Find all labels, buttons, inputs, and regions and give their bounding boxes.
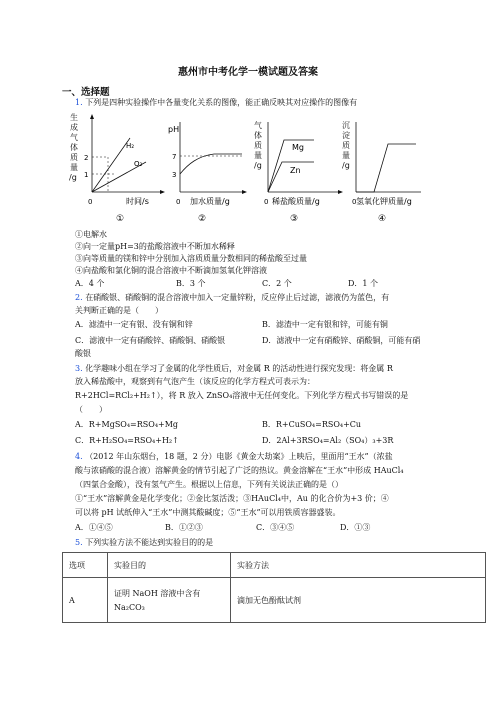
question-3-stem-cont: R+2HCl=RCl₂+H₂↑），将 R 放入 ZnSO₄溶液中无任何变化。下列化学方程式书写错误的是 [75, 391, 409, 400]
question-text: （2012 年山东烟台，18 题，2 分）电影《黄金大劫案》上映后，里面用“王水”（浓盐 [85, 452, 393, 461]
q1-option-d[interactable]: D．1 个 [348, 279, 379, 288]
cell-option: A [63, 578, 108, 623]
question-text: 下列是四种实验操作中各量变化关系的图像，能正确反映其对应操作的图像有 [85, 98, 358, 107]
header-option: 选项 [63, 553, 108, 578]
x-axis-label: 加水质量/g [190, 197, 230, 206]
ph-curve [180, 154, 242, 174]
y-label-char: 气 [254, 121, 262, 130]
q1-option-b[interactable]: B．3 个 [176, 279, 206, 288]
q3-option-d[interactable]: D．2Al+3RSO₄=Al₂（SO₄）₃+3R [262, 436, 394, 445]
x-axis-label: 氢氧化钾质量/g [356, 197, 412, 206]
question-3-stem-cont: （ ） [75, 405, 107, 414]
y-label-char: 淀 [342, 131, 350, 140]
chart-4-precipitate [342, 120, 424, 224]
table-header-row [63, 553, 486, 578]
chart-index: ④ [378, 214, 387, 224]
question-text: 在硝酸银、硝酸铜的混合溶液中加入一定量锌粉，反应停止后过滤，滤液仍为蓝色，有 [85, 293, 390, 302]
document-title: 惠州市中考化学一模试题及答案 [178, 67, 318, 78]
cell-purpose [108, 578, 231, 623]
chart-index: ③ [290, 214, 299, 224]
curve-label-o2: O₂ [134, 160, 143, 168]
q1-statement-4: ④向盐酸和氯化铜的混合溶液中不断滴加氢氧化钾溶液 [75, 266, 267, 275]
q1-option-a[interactable]: A．4 个 [75, 279, 105, 288]
tick-label: 2 [84, 154, 89, 162]
curve-h2 [92, 138, 130, 192]
question-number: 4. [75, 452, 83, 461]
q1-statement-2: ②向一定量pH=3的盐酸溶液中不断加水稀释 [75, 242, 235, 251]
chart-index: ② [198, 214, 207, 224]
q2-option-c[interactable]: C．滤液中一定有硝酸锌、硝酸铜、硝酸银 [75, 336, 226, 345]
precipitate-curve [356, 144, 416, 192]
y-label-char: 质 [254, 141, 262, 150]
y-label-char: 气 [70, 133, 78, 142]
q2-option-d[interactable]: D．滤液中一定有硝酸锌、硝酸铜，可能有硝 [262, 336, 421, 345]
question-4-stem-cont: （四氯合金酸），没有氢气产生。根据以上信息，下列有关说法正确的是（） [75, 480, 343, 489]
purpose-line: Na₂CO₃ [114, 603, 145, 612]
origin-label: 0 [352, 198, 357, 206]
question-2-stem [75, 293, 389, 303]
q2-option-a[interactable]: A．滤渣中一定有银、没有铜和锌 [75, 320, 193, 329]
q4-option-b[interactable]: B．①②③ [165, 523, 203, 532]
table-row [63, 578, 486, 623]
q3-option-a[interactable]: A．R+MgSO₄=RSO₄+Mg [75, 420, 179, 429]
cell-method: 滴加无色酚酞试剂 [231, 578, 486, 623]
chart-index: ① [116, 214, 125, 224]
question-2-stem-cont: 关判断正确的是（ ） [75, 306, 163, 315]
section-heading: 一、选择题 [62, 87, 110, 98]
chart-2-dilution [168, 120, 248, 224]
q3-option-c[interactable]: C．R+H₂SO₄=RSO₄+H₂↑ [75, 436, 179, 445]
y-label-char: /g [69, 173, 77, 182]
y-label-char: 质 [342, 141, 350, 150]
y-label-char: 体 [70, 143, 78, 152]
question-5-stem [75, 538, 213, 548]
origin-label: 0 [176, 198, 181, 206]
y-axis-label: pH [168, 125, 180, 134]
experiment-table [62, 552, 486, 623]
header-purpose: 实验目的 [108, 553, 231, 578]
purpose-line: 证明 NaOH 溶液中含有 [114, 589, 201, 598]
tick-label: 3 [172, 171, 177, 179]
question-4-stem-cont: 可以将 pH 试纸伸入“王水”中测其酸碱度；⑤“王水”可以用铁质容器盛装。 [75, 508, 341, 517]
curve-label-mg: Mg [292, 143, 304, 152]
q2-option-d-cont: 酸银 [75, 349, 91, 358]
origin-label: 0 [88, 198, 93, 206]
question-3-stem-cont: 放入稀盐酸中，观察到有气泡产生（该反应的化学方程式可表示为： [75, 377, 315, 386]
curve-label-zn: Zn [290, 166, 301, 175]
tick-label: 7 [172, 153, 177, 161]
question-1-stem [75, 98, 357, 108]
chart-3-metals [254, 120, 344, 224]
question-number: 1. [75, 98, 83, 107]
question-number: 3. [75, 364, 83, 373]
header-method: 实验方法 [231, 553, 486, 578]
question-number: 2. [75, 293, 83, 302]
curve-label-h2: H₂ [126, 142, 135, 150]
y-label-char: 量 [342, 151, 350, 160]
q4-option-d[interactable]: D．①③ [340, 523, 371, 532]
y-label-char: 量 [70, 163, 78, 172]
question-text: 化学趣味小组在学习了金属的化学性质后，对金属 R 的活动性进行探究发现：将金属 R [85, 364, 393, 373]
y-label-char: 生 [70, 113, 78, 122]
y-label-char: /g [254, 161, 262, 170]
x-axis-label: 稀盐酸质量/g [272, 197, 320, 206]
y-label-char: 沉 [342, 121, 350, 130]
origin-label: 0 [264, 198, 269, 206]
question-4-stem-cont: ①“王水”溶解黄金是化学变化；②金比氢活泼；③HAuCl₄中，Au 的化合价为+3 价；④ [75, 494, 389, 503]
question-4-stem [75, 452, 393, 462]
question-number: 5. [75, 538, 83, 547]
question-4-stem-cont: 酸与浓硝酸的混合液）溶解黄金的情节引起了广泛的热议。黄金溶解在“王水”中形成 HAuCl₄ [75, 466, 404, 475]
q1-option-c[interactable]: C．2 个 [262, 279, 292, 288]
y-label-char: 质 [70, 153, 78, 162]
y-label-char: 成 [70, 123, 78, 132]
tick-label: 1 [84, 171, 89, 179]
y-label-char: /g [342, 161, 350, 170]
x-axis-label: 时间/s [126, 197, 149, 206]
question-text: 下列实验方法不能达到实验目的的是 [85, 538, 214, 547]
q1-statement-3: ③向等质量的镁和锌中分别加入溶质质量分数相同的稀盐酸至过量 [75, 254, 307, 263]
q1-statement-1: ①电解水 [75, 230, 107, 239]
chart-1-electrolysis [68, 112, 168, 224]
q2-option-b[interactable]: B．滤渣中一定有银和锌，可能有铜 [262, 320, 388, 329]
q4-option-c[interactable]: C．③④⑤ [256, 523, 295, 532]
q3-option-b[interactable]: B．R+CuSO₄=RSO₄+Cu [262, 420, 362, 429]
y-label-char: 量 [254, 151, 262, 160]
q4-option-a[interactable]: A．①④⑤ [75, 523, 113, 532]
question-3-stem [75, 364, 393, 374]
y-label-char: 体 [254, 131, 262, 140]
